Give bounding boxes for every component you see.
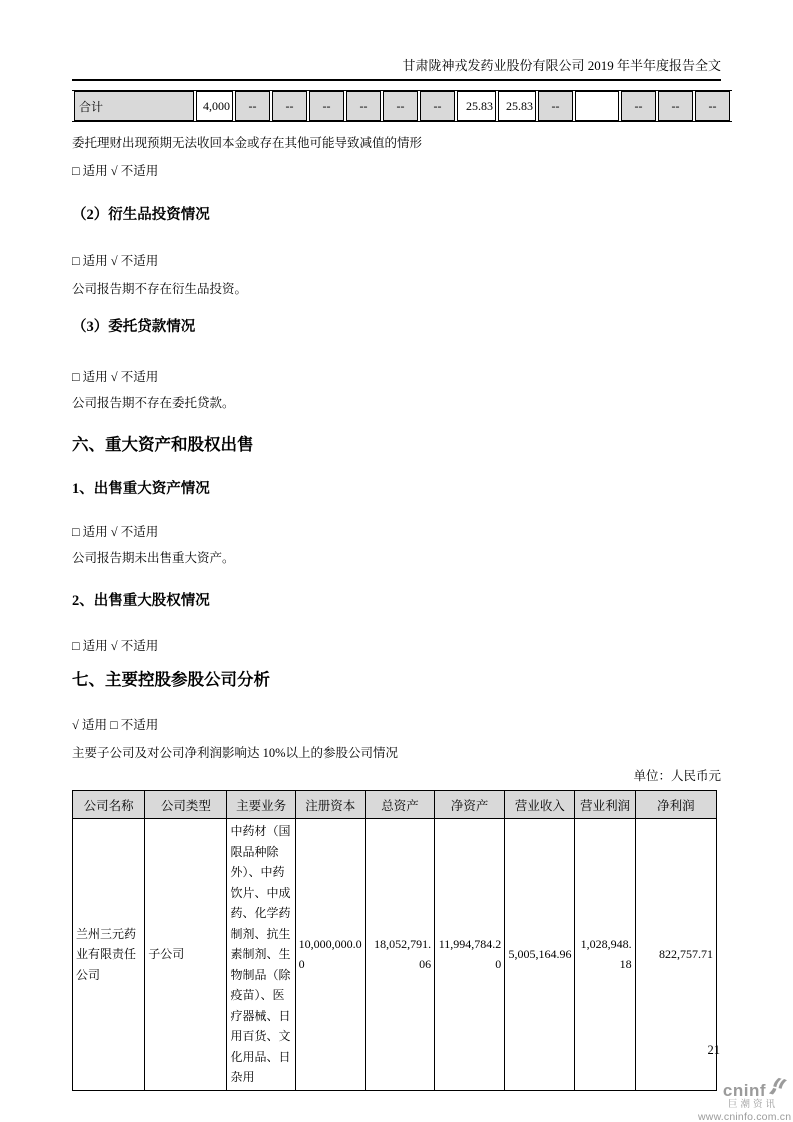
- table-cell: --: [346, 91, 381, 121]
- section-2-derivatives-title: （2）衍生品投资情况: [72, 207, 210, 223]
- col-header-total-assets: 总资产: [365, 791, 434, 819]
- entrusted-wealth-total-table: [72, 90, 732, 122]
- cninfo-swirl-icon: [768, 1077, 788, 1099]
- cninfo-logo-word: cninf: [722, 1081, 766, 1100]
- section-6-1-title: 1、出售重大资产情况: [72, 481, 210, 497]
- table-cell: --: [621, 91, 656, 121]
- section-3-text: 公司报告期不存在委托贷款。: [72, 396, 235, 410]
- table-cell: --: [695, 91, 730, 121]
- section-7-intro: 主要子公司及对公司净利润影响达 10%以上的参股公司情况: [72, 746, 399, 760]
- table-cell: --: [309, 91, 344, 121]
- impairment-note: 委托理财出现预期无法收回本金或存在其他可能导致减值的情形: [72, 136, 423, 150]
- chapter-7-title: 七、主要控股参股公司分析: [72, 670, 270, 689]
- cninfo-logo: [698, 1077, 792, 1122]
- table-header-row: [73, 791, 717, 819]
- col-header-main-business: 主要业务: [227, 791, 295, 819]
- cninfo-logo-chinese: 巨潮资讯: [727, 1099, 778, 1110]
- table-cell: [575, 91, 619, 121]
- col-header-net-assets: 净资产: [435, 791, 505, 819]
- page-number: 21: [707, 1043, 720, 1057]
- table-cell: 25.83: [498, 91, 536, 121]
- cell-total-assets: 18,052,791.06: [365, 819, 434, 1091]
- col-header-revenue: 营业收入: [505, 791, 575, 819]
- section-3-entrusted-loans-title: （3）委托贷款情况: [72, 319, 196, 335]
- header-rule: [72, 79, 721, 81]
- table-cell: --: [658, 91, 693, 121]
- table-cell: --: [272, 91, 307, 121]
- table-cell: --: [538, 91, 573, 121]
- subsidiary-row: [73, 819, 717, 1091]
- cell-net-profit: 822,757.71: [635, 819, 716, 1091]
- col-header-registered-capital: 注册资本: [295, 791, 365, 819]
- col-header-operating-profit: 营业利润: [575, 791, 635, 819]
- cninfo-logo-url: www.cninfo.com.cn: [698, 1110, 792, 1122]
- table-cell: 4,000: [196, 91, 233, 121]
- subsidiary-table: [72, 790, 717, 1091]
- total-row-label: 合计: [74, 91, 194, 121]
- currency-unit-note: 单位：人民币元: [633, 769, 721, 783]
- cell-company-name: 兰州三元药业有限责任公司: [73, 819, 145, 1091]
- section-6-2-title: 2、出售重大股权情况: [72, 593, 210, 609]
- table-cell: 25.83: [457, 91, 496, 121]
- cell-main-business: 中药材（国限品种除外）、中药饮片、中成药、化学药制剂、抗生素制剂、生物制品（除疫苗）、医疗器械、日用百货、文化用品、日杂用: [227, 819, 295, 1091]
- applicability-check: □ 适用 √ 不适用: [72, 370, 159, 384]
- cell-revenue: 5,005,164.96: [505, 819, 575, 1091]
- applicability-check: □ 适用 √ 不适用: [72, 525, 159, 539]
- running-header-title: 甘肃陇神戎发药业股份有限公司 2019 年半年度报告全文: [402, 58, 721, 73]
- applicability-check: □ 适用 √ 不适用: [72, 254, 159, 268]
- cell-company-type: 子公司: [145, 819, 227, 1091]
- applicability-check: √ 适用 □ 不适用: [72, 718, 159, 732]
- cell-operating-profit: 1,028,948.18: [575, 819, 635, 1091]
- table-row: [74, 91, 730, 121]
- section-2-text: 公司报告期不存在衍生品投资。: [72, 282, 248, 296]
- cell-net-assets: 11,994,784.20: [435, 819, 505, 1091]
- cell-registered-capital: 10,000,000.00: [295, 819, 365, 1091]
- table-cell: --: [383, 91, 418, 121]
- table-cell: --: [420, 91, 455, 121]
- col-header-company-type: 公司类型: [145, 791, 227, 819]
- applicability-check: □ 适用 √ 不适用: [72, 639, 159, 653]
- col-header-company-name: 公司名称: [73, 791, 145, 819]
- section-6-1-text: 公司报告期未出售重大资产。: [72, 551, 235, 565]
- table-cell: --: [235, 91, 270, 121]
- col-header-net-profit: 净利润: [635, 791, 716, 819]
- applicability-check: □ 适用 √ 不适用: [72, 164, 159, 178]
- chapter-6-title: 六、重大资产和股权出售: [72, 435, 254, 454]
